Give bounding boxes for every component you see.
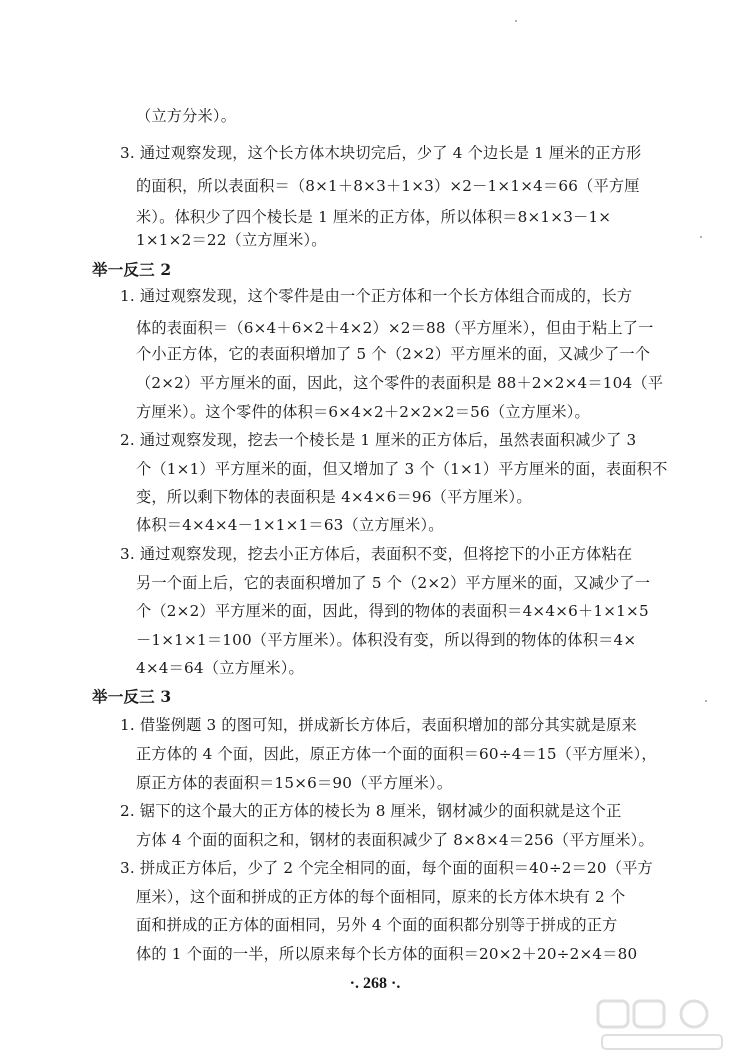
text-line: 个（2×2）平方厘米的面，因此，得到的物体的表面积＝4×4×6＋1×1×5 [136, 602, 649, 620]
text-line: 2. 通过观察发现，挖去一个棱长是 1 厘米的正方体后，虽然表面积减少了 3 [120, 431, 637, 449]
text-line: 1×1×2＝22（立方厘米）。 [136, 231, 327, 249]
text-line: 方厘米）。这个零件的体积＝6×4×2＋2×2×2＝56（立方厘米）。 [136, 403, 590, 421]
text-line: （立方分米）。 [136, 107, 237, 125]
text-line: 方体 4 个面的面积之和，钢材的表面积减少了 8×8×4＝256（平方厘米）。 [136, 831, 654, 849]
text-line: 米）。体积少了四个棱长是 1 厘米的正方体，所以体积＝8×1×3－1× [136, 208, 612, 226]
footer-dots-left-icon: ·. [349, 975, 359, 992]
text-line: 3. 通过观察发现，挖去小正方体后，表面积不变，但将挖下的小正方体粘在 [120, 545, 633, 563]
page-number: 268 [363, 975, 387, 992]
section-heading: 举一反三 3 [92, 687, 172, 706]
footer-dots-right-icon: ·. [391, 975, 401, 992]
text-line: 个（1×1）平方厘米的面，但又增加了 3 个（1×1）平方厘米的面，表面积不 [136, 460, 668, 478]
watermark-logo-icon [594, 995, 744, 1055]
text-line: 另一个面上后，它的表面积增加了 5 个（2×2）平方厘米的面，又减少了一 [136, 574, 651, 592]
text-line: 体的 1 个面的一半，所以原来每个长方体的面积＝20×2＋20÷2×4＝80 [136, 945, 638, 963]
page-footer [0, 975, 750, 993]
text-line: 原正方体的表面积＝15×6＝90（平方厘米）。 [136, 774, 453, 792]
text-line: 正方体的 4 个面，因此，原正方体一个面的面积＝60÷4＝15（平方厘米）， [136, 745, 657, 763]
text-line: 1. 借鉴例题 3 的图可知，拼成新长方体后，表面积增加的部分其实就是原来 [120, 716, 637, 734]
text-line: 变，所以剩下物体的表面积是 4×4×6＝96（平方厘米）。 [136, 488, 532, 506]
scan-speck [705, 700, 707, 702]
text-line: －1×1×1＝100（平方厘米）。体积没有变，所以得到的物体的体积＝4× [136, 631, 637, 649]
text-line: （2×2）平方厘米的面，因此，这个零件的表面积是 88＋2×2×4＝104（平 [136, 374, 664, 392]
text-line: 厘米），这个面和拼成的正方体的每个面相同，原来的长方体木块有 2 个 [136, 888, 626, 906]
text-line: 2. 锯下的这个最大的正方体的棱长为 8 厘米，钢材减少的面积就是这个正 [120, 802, 622, 820]
text-line: 体的表面积＝（6×4＋6×2＋4×2）×2＝88（平方厘米），但由于粘上了一 [136, 319, 654, 337]
text-line: 4×4＝64（立方厘米）。 [136, 659, 304, 677]
section-heading: 举一反三 2 [92, 260, 172, 279]
text-line: 1. 通过观察发现，这个零件是由一个正方体和一个长方体组合而成的，长方 [120, 287, 633, 305]
text-line: 体积＝4×4×4－1×1×1＝63（立方厘米）。 [136, 516, 444, 534]
text-line: 的面积，所以表面积＝（8×1＋8×3＋1×3）×2－1×1×4＝66（平方厘 [136, 177, 640, 195]
text-line: 个小正方体，它的表面积增加了 5 个（2×2）平方厘米的面，又减少了一个 [136, 345, 651, 363]
text-line: 3. 通过观察发现，这个长方体木块切完后，少了 4 个边长是 1 厘米的正方形 [120, 144, 642, 162]
text-line: 面和拼成的正方体的面相同，另外 4 个面的面积都分别等于拼成的正方 [136, 916, 618, 934]
text-line: 3. 拼成正方体后，少了 2 个完全相同的面，每个面的面积＝40÷2＝20（平方 [120, 859, 653, 877]
scan-speck [515, 20, 517, 22]
scan-speck [700, 236, 702, 238]
